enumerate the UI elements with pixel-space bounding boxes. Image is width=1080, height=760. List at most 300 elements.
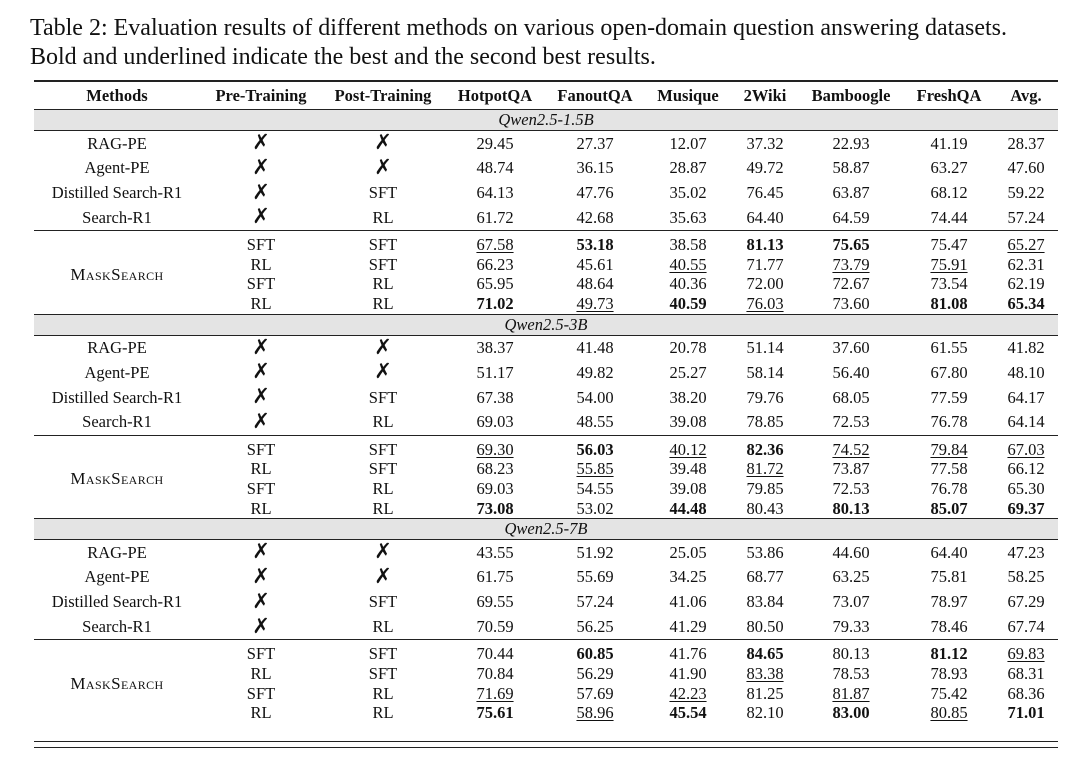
score-cell xyxy=(798,499,904,519)
score-cell xyxy=(546,294,644,314)
score-cell xyxy=(644,499,732,519)
model-group-header xyxy=(34,314,1058,335)
score-value: 69.03 xyxy=(476,478,514,498)
post-training-cell: SFT xyxy=(322,435,444,459)
score-value: 68.36 xyxy=(1007,683,1045,703)
best-score: 56.03 xyxy=(576,439,614,459)
cross-mark-icon: ✗ xyxy=(252,539,270,564)
score-value: 56.29 xyxy=(576,663,614,683)
score-value: 40.36 xyxy=(669,274,707,294)
score-cell: 25.27 xyxy=(669,362,707,382)
score-cell xyxy=(444,664,546,684)
masksearch-row xyxy=(34,231,1058,255)
score-cell xyxy=(904,703,994,723)
score-cell xyxy=(904,274,994,294)
score-cell: 68.12 xyxy=(930,183,968,203)
score-cell xyxy=(546,499,644,519)
score-cell xyxy=(904,231,994,255)
best-score: 71.02 xyxy=(476,293,514,313)
score-cell xyxy=(732,294,798,314)
score-cell: 12.07 xyxy=(644,131,732,156)
cross-mark-icon: ✗ xyxy=(252,130,270,154)
score-cell xyxy=(994,499,1058,519)
score-cell xyxy=(994,703,1058,723)
score-cell: 59.22 xyxy=(1007,183,1045,203)
score-value: 70.44 xyxy=(476,644,514,664)
score-cell xyxy=(798,664,904,684)
score-cell xyxy=(644,459,732,479)
score-cell xyxy=(994,684,1058,704)
score-cell: 77.59 xyxy=(930,387,968,407)
score-value: 80.43 xyxy=(746,498,784,518)
score-cell xyxy=(444,294,546,314)
score-cell xyxy=(994,274,1058,294)
post-training-cell: SFT xyxy=(368,254,398,274)
post-training-cell xyxy=(322,410,444,435)
score-value: 48.64 xyxy=(576,274,614,294)
score-cell xyxy=(798,255,904,275)
cross-mark-icon: ✗ xyxy=(252,588,270,613)
score-cell xyxy=(546,664,644,684)
post-training-cell: SFT xyxy=(322,231,444,255)
score-cell: 78.46 xyxy=(930,617,968,637)
score-cell xyxy=(904,459,994,479)
pre-training-cell xyxy=(200,156,322,181)
second-best-score: 69.30 xyxy=(476,439,514,459)
second-best-score: 58.96 xyxy=(576,703,614,723)
score-cell xyxy=(994,459,1058,479)
score-cell: 51.14 xyxy=(732,335,798,360)
pre-training-cell: RL xyxy=(250,498,272,518)
second-best-score: 76.03 xyxy=(746,293,784,313)
score-cell xyxy=(798,435,904,459)
col-header-methods: Methods xyxy=(34,81,200,110)
score-value: 78.53 xyxy=(832,663,870,683)
col-header-pre-training: Pre-Training xyxy=(200,81,322,110)
score-cell xyxy=(546,703,644,723)
score-cell xyxy=(444,479,546,499)
col-header-fanoutqa: FanoutQA xyxy=(546,81,644,110)
pre-training-cell xyxy=(200,410,322,435)
post-training-cell: SFT xyxy=(368,459,398,479)
post-training-cell xyxy=(322,590,444,615)
col-header-bamboogle: Bamboogle xyxy=(798,81,904,110)
pre-training-cell xyxy=(200,540,322,565)
score-value: 77.58 xyxy=(930,459,968,479)
score-cell xyxy=(444,255,546,275)
baseline-row xyxy=(34,156,1058,181)
col-header-2wiki: 2Wiki xyxy=(732,81,798,110)
score-cell xyxy=(732,255,798,275)
score-cell: 37.32 xyxy=(732,131,798,156)
score-cell: 83.84 xyxy=(746,592,784,612)
score-cell: 28.37 xyxy=(994,131,1058,156)
second-best-score: 40.55 xyxy=(669,254,707,274)
baseline-row xyxy=(34,131,1058,156)
baseline-row xyxy=(34,335,1058,360)
post-training-cell: RL xyxy=(372,703,394,723)
baseline-row xyxy=(34,590,1058,615)
baseline-row xyxy=(34,385,1058,410)
score-cell xyxy=(904,435,994,459)
score-cell xyxy=(644,294,732,314)
score-cell: 58.14 xyxy=(746,362,784,382)
score-cell: 57.24 xyxy=(576,592,614,612)
score-cell: 54.00 xyxy=(576,387,614,407)
second-best-score: 80.85 xyxy=(930,703,968,723)
method-name: Search-R1 xyxy=(82,207,152,227)
score-cell: 39.08 xyxy=(669,412,707,432)
score-value: 68.31 xyxy=(1007,663,1045,683)
baseline-row xyxy=(34,181,1058,206)
score-value: 73.60 xyxy=(832,293,870,313)
score-cell xyxy=(644,640,732,664)
pre-training-cell: SFT xyxy=(246,478,276,498)
best-score: 60.85 xyxy=(576,644,614,664)
score-cell xyxy=(994,294,1058,314)
pre-training-cell: SFT xyxy=(246,683,276,703)
best-score: 65.34 xyxy=(1007,293,1045,313)
score-cell xyxy=(798,274,904,294)
score-cell: 72.53 xyxy=(832,412,870,432)
masksearch-name: MaskSearch xyxy=(70,469,164,489)
model-name: Qwen2.5-7B xyxy=(34,519,1058,540)
second-best-score: 67.03 xyxy=(1007,439,1045,459)
score-value: 75.42 xyxy=(930,683,968,703)
score-cell: 64.59 xyxy=(832,207,870,227)
post-training-value: RL xyxy=(372,617,394,637)
score-cell xyxy=(994,435,1058,459)
pre-training-cell: RL xyxy=(250,703,272,723)
score-cell: 64.13 xyxy=(476,183,514,203)
score-cell xyxy=(644,479,732,499)
score-cell xyxy=(732,274,798,294)
score-value: 68.23 xyxy=(476,459,514,479)
pre-training-cell xyxy=(200,335,322,360)
post-training-cell xyxy=(322,615,444,640)
col-header-musique: Musique xyxy=(644,81,732,110)
score-cell: 69.55 xyxy=(476,592,514,612)
score-cell xyxy=(732,664,798,684)
score-value: 71.77 xyxy=(746,254,784,274)
score-cell: 37.60 xyxy=(798,335,904,360)
second-best-score: 83.38 xyxy=(746,663,784,683)
post-training-cell: RL xyxy=(372,498,394,518)
score-cell: 41.19 xyxy=(904,131,994,156)
score-value: 53.02 xyxy=(576,498,614,518)
method-name: Distilled Search-R1 xyxy=(51,183,183,203)
cross-mark-icon: ✗ xyxy=(252,334,270,359)
score-cell: 56.40 xyxy=(832,362,870,382)
pre-training-cell: RL xyxy=(250,459,272,479)
second-best-score: 75.91 xyxy=(930,254,968,274)
score-cell: 64.40 xyxy=(904,540,994,565)
score-value: 72.53 xyxy=(832,478,870,498)
score-cell xyxy=(904,664,994,684)
score-cell xyxy=(644,255,732,275)
masksearch-row xyxy=(34,640,1058,664)
post-training-cell xyxy=(322,385,444,410)
score-cell: 55.69 xyxy=(576,567,614,587)
score-cell xyxy=(546,684,644,704)
score-cell xyxy=(994,664,1058,684)
score-value: 39.08 xyxy=(669,478,707,498)
baseline-row xyxy=(34,360,1058,385)
score-cell: 70.59 xyxy=(476,617,514,637)
pre-training-cell: RL xyxy=(250,663,272,683)
score-cell: 69.03 xyxy=(476,412,514,432)
pre-training-cell: SFT xyxy=(200,435,322,459)
cross-mark-icon: ✗ xyxy=(252,384,270,409)
score-value: 73.54 xyxy=(930,274,968,294)
score-cell xyxy=(798,459,904,479)
baseline-row xyxy=(34,540,1058,565)
results-table xyxy=(34,80,1058,723)
score-cell xyxy=(732,640,798,664)
score-value: 57.69 xyxy=(576,683,614,703)
score-cell xyxy=(546,255,644,275)
post-training-value: SFT xyxy=(368,183,398,203)
baseline-row xyxy=(34,410,1058,435)
score-cell: 58.25 xyxy=(1007,567,1045,587)
score-cell xyxy=(732,479,798,499)
score-cell xyxy=(798,479,904,499)
masksearch-row xyxy=(34,435,1058,459)
best-score: 53.18 xyxy=(576,235,614,255)
score-cell xyxy=(444,274,546,294)
best-score: 82.36 xyxy=(746,439,784,459)
pre-training-cell: SFT xyxy=(200,231,322,255)
score-cell xyxy=(798,640,904,664)
score-cell: 29.45 xyxy=(444,131,546,156)
best-score: 83.00 xyxy=(832,703,870,723)
model-name: Qwen2.5-1.5B xyxy=(34,110,1058,131)
score-cell: 44.60 xyxy=(798,540,904,565)
score-value: 70.84 xyxy=(476,663,514,683)
score-cell: 35.63 xyxy=(669,207,707,227)
caption-line-2: Bold and underlined indicate the best and the second best results. xyxy=(30,44,656,70)
col-header-post-training: Post-Training xyxy=(322,81,444,110)
cross-mark-icon: ✗ xyxy=(252,359,270,384)
score-value: 72.00 xyxy=(746,274,784,294)
second-best-score: 55.85 xyxy=(576,459,614,479)
baseline-row xyxy=(34,615,1058,640)
score-value: 66.23 xyxy=(476,254,514,274)
post-training-cell: SFT xyxy=(322,640,444,664)
score-cell: 41.06 xyxy=(669,592,707,612)
score-cell xyxy=(546,640,644,664)
score-cell xyxy=(644,703,732,723)
masksearch-method-label xyxy=(34,231,200,314)
second-best-score: 69.83 xyxy=(1007,644,1045,664)
masksearch-name: MaskSearch xyxy=(70,673,164,693)
score-cell: 76.45 xyxy=(746,183,784,203)
method-name: Distilled Search-R1 xyxy=(51,592,183,612)
score-cell: 41.48 xyxy=(546,335,644,360)
score-value: 76.78 xyxy=(930,478,968,498)
method-name: Distilled Search-R1 xyxy=(51,387,183,407)
cross-mark-icon: ✗ xyxy=(374,539,392,564)
pre-training-cell xyxy=(200,205,322,230)
header-row xyxy=(34,81,1058,110)
score-cell: 80.50 xyxy=(746,617,784,637)
post-training-cell xyxy=(322,156,444,181)
score-cell: 57.24 xyxy=(1007,207,1045,227)
score-cell: 67.74 xyxy=(1007,617,1045,637)
score-value: 79.85 xyxy=(746,478,784,498)
best-score: 81.13 xyxy=(746,235,784,255)
score-cell xyxy=(798,703,904,723)
table-caption xyxy=(30,14,1075,72)
score-cell: 64.14 xyxy=(1007,412,1045,432)
score-cell xyxy=(444,703,546,723)
best-score: 71.01 xyxy=(1007,703,1045,723)
best-score: 73.08 xyxy=(476,498,514,518)
score-cell xyxy=(904,640,994,664)
post-training-cell xyxy=(322,540,444,565)
score-cell xyxy=(732,231,798,255)
caption-line-1: Table 2: Evaluation results of different methods on various open-domain question answering datasets. xyxy=(30,15,1007,41)
post-training-cell: RL xyxy=(372,683,394,703)
score-cell xyxy=(444,684,546,704)
post-training-cell: RL xyxy=(372,274,394,294)
score-cell: 56.25 xyxy=(576,617,614,637)
score-cell: 49.72 xyxy=(746,158,784,178)
score-value: 65.95 xyxy=(476,274,514,294)
score-cell xyxy=(732,703,798,723)
model-group-header xyxy=(34,519,1058,540)
score-cell xyxy=(994,479,1058,499)
method-name: Search-R1 xyxy=(82,617,152,637)
score-cell: 79.33 xyxy=(832,617,870,637)
second-best-score: 67.58 xyxy=(476,235,514,255)
method-name: Agent-PE xyxy=(84,362,150,382)
score-cell xyxy=(904,499,994,519)
masksearch-name: MaskSearch xyxy=(70,264,164,284)
score-cell: 78.85 xyxy=(746,412,784,432)
baseline-row xyxy=(34,565,1058,590)
score-cell xyxy=(732,499,798,519)
post-training-cell: SFT xyxy=(368,663,398,683)
score-cell: 79.76 xyxy=(746,387,784,407)
score-cell: 78.97 xyxy=(930,592,968,612)
second-best-score: 42.23 xyxy=(669,683,707,703)
score-value: 62.19 xyxy=(1007,274,1045,294)
score-value: 62.31 xyxy=(1007,254,1045,274)
pre-training-cell xyxy=(200,131,322,156)
method-name: RAG-PE xyxy=(34,131,200,156)
second-best-score: 40.12 xyxy=(669,439,707,459)
score-cell: 48.55 xyxy=(576,412,614,432)
best-score: 75.61 xyxy=(476,703,514,723)
score-value: 72.67 xyxy=(832,274,870,294)
score-value: 80.13 xyxy=(832,644,870,664)
score-cell: 64.40 xyxy=(746,207,784,227)
score-cell: 67.80 xyxy=(930,362,968,382)
score-cell xyxy=(904,294,994,314)
pre-training-cell: RL xyxy=(250,254,272,274)
pre-training-cell xyxy=(200,565,322,590)
score-value: 66.12 xyxy=(1007,459,1045,479)
score-cell xyxy=(444,459,546,479)
score-cell xyxy=(444,231,546,255)
cross-mark-icon: ✗ xyxy=(252,154,270,179)
post-training-cell xyxy=(322,335,444,360)
score-cell: 74.44 xyxy=(930,207,968,227)
cross-mark-icon: ✗ xyxy=(374,359,392,384)
score-value: 75.47 xyxy=(930,235,968,255)
score-value: 41.76 xyxy=(669,644,707,664)
score-cell xyxy=(994,640,1058,664)
score-cell: 48.74 xyxy=(476,158,514,178)
method-name: Agent-PE xyxy=(84,567,150,587)
score-cell xyxy=(644,435,732,459)
masksearch-method-label xyxy=(34,435,200,518)
second-best-score: 79.84 xyxy=(930,439,968,459)
post-training-cell xyxy=(322,205,444,230)
best-score: 45.54 xyxy=(669,703,707,723)
best-score: 69.37 xyxy=(1007,498,1045,518)
best-score: 85.07 xyxy=(930,498,968,518)
cross-mark-icon: ✗ xyxy=(374,154,392,179)
score-cell: 35.02 xyxy=(669,183,707,203)
score-value: 65.30 xyxy=(1007,478,1045,498)
score-cell: 63.87 xyxy=(832,183,870,203)
score-cell: 63.25 xyxy=(832,567,870,587)
score-cell: 63.27 xyxy=(930,158,968,178)
score-value: 82.10 xyxy=(746,703,784,723)
best-score: 81.08 xyxy=(930,293,968,313)
score-cell: 48.10 xyxy=(1007,362,1045,382)
score-cell xyxy=(994,255,1058,275)
score-cell: 43.55 xyxy=(444,540,546,565)
score-cell xyxy=(644,664,732,684)
post-training-value: SFT xyxy=(368,592,398,612)
score-cell: 61.75 xyxy=(476,567,514,587)
score-cell: 73.07 xyxy=(832,592,870,612)
score-cell xyxy=(444,435,546,459)
results-body xyxy=(34,110,1058,723)
post-training-cell: RL xyxy=(372,293,394,313)
score-cell: 47.23 xyxy=(994,540,1058,565)
cross-mark-icon: ✗ xyxy=(252,408,270,433)
score-cell xyxy=(644,274,732,294)
score-cell xyxy=(904,255,994,275)
score-cell: 28.87 xyxy=(669,158,707,178)
post-training-cell xyxy=(322,565,444,590)
model-name: Qwen2.5-3B xyxy=(34,314,1058,335)
score-cell xyxy=(798,684,904,704)
post-training-value: RL xyxy=(372,207,394,227)
post-training-cell xyxy=(322,360,444,385)
score-cell xyxy=(546,435,644,459)
score-cell xyxy=(546,231,644,255)
cross-mark-icon: ✗ xyxy=(374,334,392,359)
col-header-hotpotqa: HotpotQA xyxy=(444,81,546,110)
score-cell: 53.86 xyxy=(732,540,798,565)
baseline-row xyxy=(34,205,1058,230)
pre-training-cell xyxy=(200,590,322,615)
second-best-score: 81.72 xyxy=(746,459,784,479)
score-cell: 68.77 xyxy=(746,567,784,587)
score-cell: 64.17 xyxy=(1007,387,1045,407)
score-cell: 67.38 xyxy=(476,387,514,407)
score-value: 54.55 xyxy=(576,478,614,498)
score-cell: 67.29 xyxy=(1007,592,1045,612)
second-best-score: 81.87 xyxy=(832,683,870,703)
score-cell: 47.60 xyxy=(1007,158,1045,178)
score-cell xyxy=(798,231,904,255)
